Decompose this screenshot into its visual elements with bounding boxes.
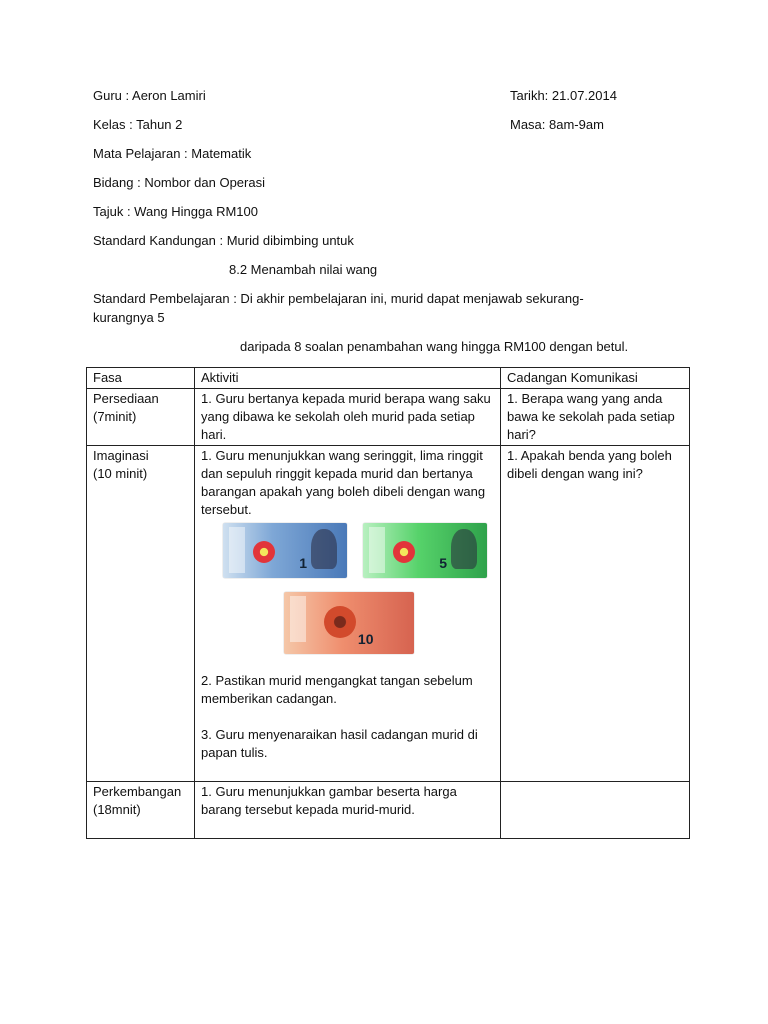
aktiviti-item-3: 3. Guru menyenaraikan hasil cadangan murid di papan tulis. xyxy=(201,727,478,760)
aktiviti-cell: 1. Guru bertanya kepada murid berapa wang saku yang dibawa ke sekolah oleh murid pada setiap hari. xyxy=(195,389,501,446)
hibiscus-icon xyxy=(253,541,275,563)
kelas-line: Kelas : Tahun 2 xyxy=(93,117,183,132)
denomination-label: 1 xyxy=(299,555,307,571)
fasa-cell xyxy=(87,389,195,446)
standard-kandungan-item: 8.2 Menambah nilai wang xyxy=(229,262,378,277)
aktiviti-cell xyxy=(195,446,501,782)
standard-pembelajaran-line-1: Standard Pembelajaran : Di akhir pembelajaran ini, murid dapat menjawab sekurang- xyxy=(93,291,584,306)
fasa-duration: (7minit) xyxy=(93,409,137,424)
mata-pelajaran-line: Mata Pelajaran : Matematik xyxy=(93,146,252,161)
table-row-perkembangan xyxy=(87,782,690,839)
fasa-name: Imaginasi xyxy=(93,448,149,463)
portrait-icon xyxy=(311,529,337,569)
komunikasi-cell: 1. Apakah benda yang boleh dibeli dengan wang ini? xyxy=(501,446,690,782)
tarikh-line: Tarikh: 21.07.2014 xyxy=(510,88,617,103)
tajuk-line: Tajuk : Wang Hingga RM100 xyxy=(93,204,258,219)
header-cadangan-komunikasi: Cadangan Komunikasi xyxy=(501,368,690,389)
fasa-duration: (10 minit) xyxy=(93,466,148,481)
spacer xyxy=(201,762,494,780)
bidang-line: Bidang : Nombor dan Operasi xyxy=(93,175,265,190)
spacer xyxy=(201,708,494,726)
hibiscus-icon xyxy=(393,541,415,563)
rm1-banknote-image xyxy=(223,523,347,578)
rm10-banknote-image xyxy=(284,592,414,654)
table-header-row xyxy=(87,368,690,389)
denomination-label: 5 xyxy=(439,555,447,571)
aktiviti-item-2: 2. Pastikan murid mengangkat tangan sebelum memberikan cadangan. xyxy=(201,673,473,706)
header-aktiviti: Aktiviti xyxy=(195,368,501,389)
banknote-images xyxy=(201,519,494,672)
banknote-row xyxy=(223,523,494,578)
portrait-icon xyxy=(451,529,477,569)
note-strip xyxy=(290,596,306,642)
note-strip xyxy=(369,527,385,573)
header-fasa: Fasa xyxy=(87,368,195,389)
komunikasi-cell xyxy=(501,782,690,839)
standard-pembelajaran-line-2: kurangnya 5 xyxy=(93,310,165,325)
aktiviti-cell: 1. Guru menunjukkan gambar beserta harga barang tersebut kepada murid-murid. xyxy=(195,782,501,839)
rafflesia-icon xyxy=(324,606,356,638)
fasa-duration: (18mnit) xyxy=(93,802,141,817)
lesson-table xyxy=(86,367,690,839)
fasa-name: Persediaan xyxy=(93,391,159,406)
table-row-persediaan xyxy=(87,389,690,446)
fasa-cell xyxy=(87,446,195,782)
denomination-label: 10 xyxy=(357,631,374,647)
table-row-imaginasi xyxy=(87,446,690,782)
rm5-banknote-image xyxy=(363,523,487,578)
komunikasi-cell: 1. Berapa wang yang anda bawa ke sekolah pada setiap hari? xyxy=(501,389,690,446)
standard-pembelajaran-line-3: daripada 8 soalan penambahan wang hingga RM100 dengan betul. xyxy=(240,339,629,354)
spacer xyxy=(93,819,188,837)
masa-line: Masa: 8am-9am xyxy=(510,117,604,132)
standard-kandungan-line: Standard Kandungan : Murid dibimbing untuk xyxy=(93,233,354,248)
fasa-cell xyxy=(87,782,195,839)
guru-line: Guru : Aeron Lamiri xyxy=(93,88,206,103)
fasa-name: Perkembangan xyxy=(93,784,182,799)
aktiviti-item-1: 1. Guru menunjukkan wang seringgit, lima ringgit dan sepuluh ringgit kepada murid dan bertanya barangan apakah yang boleh dibeli dengan wang tersebut. xyxy=(201,448,486,517)
banknote-row xyxy=(223,592,494,654)
note-strip xyxy=(229,527,245,573)
